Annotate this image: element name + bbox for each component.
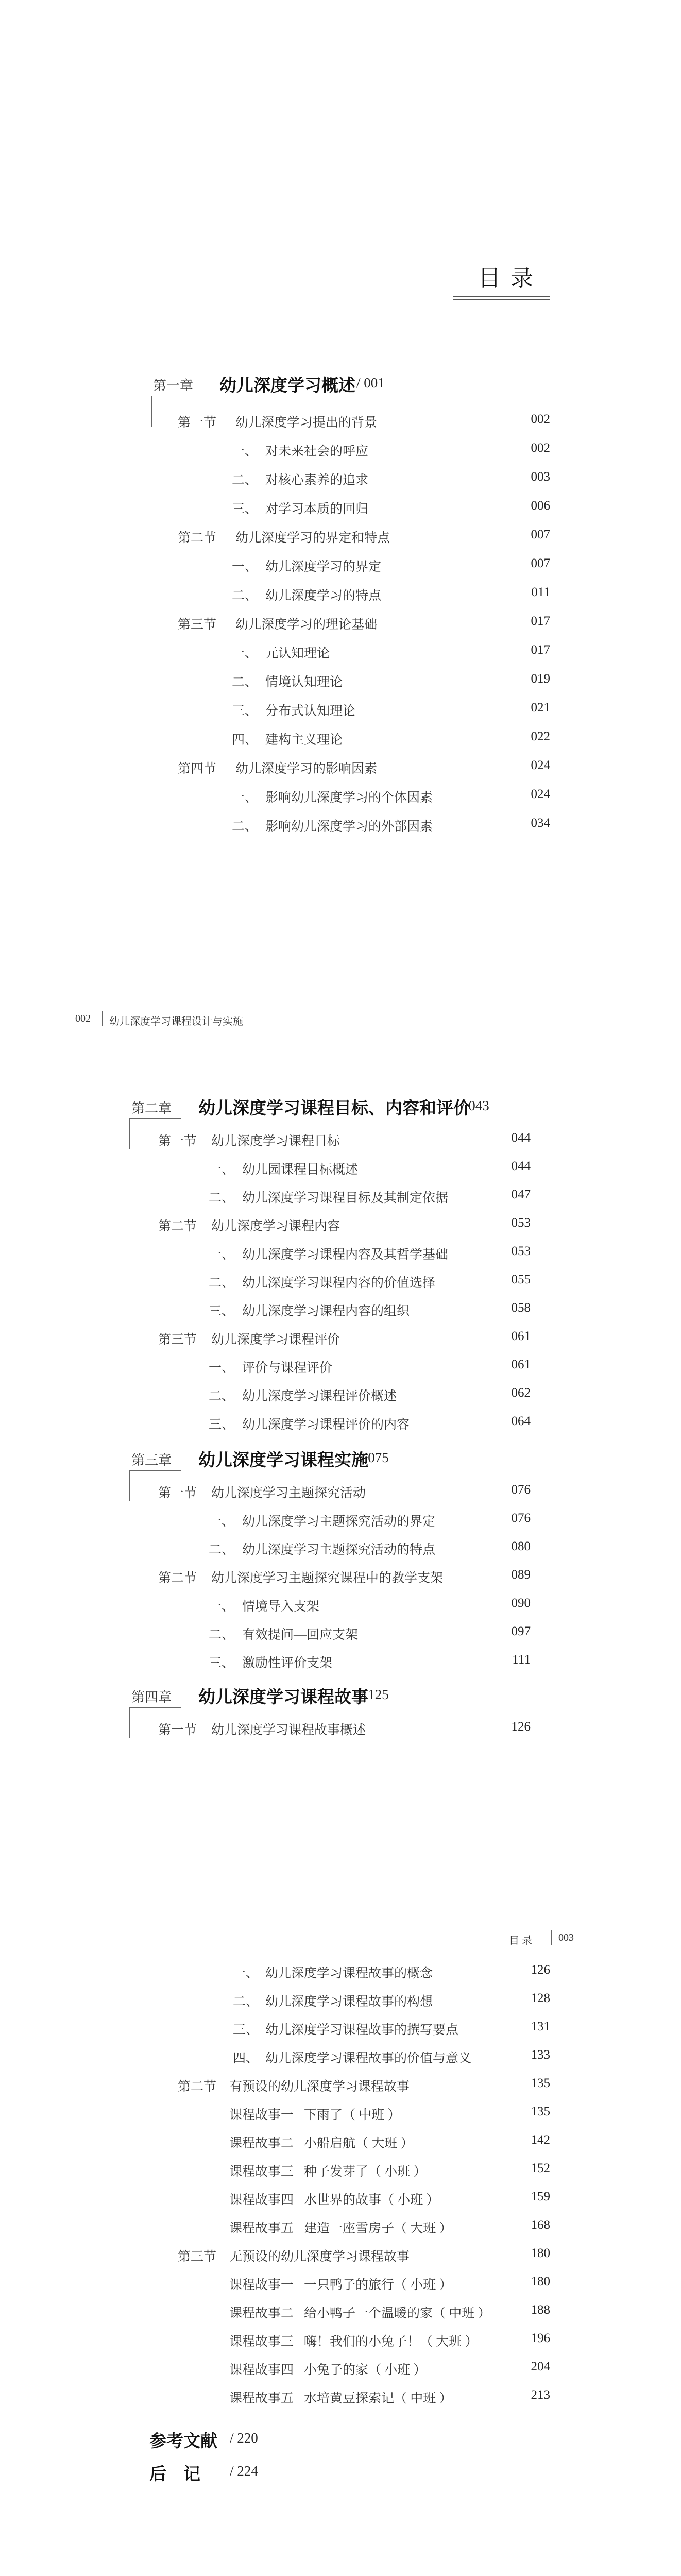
story-title: 下雨了（ 中班 ） xyxy=(304,2108,401,2122)
page-number: 076 xyxy=(511,1483,531,1497)
story-label: 课程故事二 xyxy=(229,2137,294,2150)
story-label: 课程故事四 xyxy=(229,2193,294,2207)
story-title: 嗨！我们的小兔子！（ 大班 ） xyxy=(304,2335,478,2349)
subsection-title: 对核心素养的追求 xyxy=(265,473,369,487)
running-book-title: 幼儿深度学习课程设计与实施 xyxy=(109,1016,243,1027)
page-number: 011 xyxy=(531,585,550,599)
page-number: 080 xyxy=(511,1539,531,1553)
subsection-label: 一、 xyxy=(209,1163,235,1177)
subsection-title: 幼儿深度学习课程故事的构想 xyxy=(265,1995,433,2009)
section-label: 第二节 xyxy=(158,1571,197,1585)
story-label: 课程故事五 xyxy=(229,2222,294,2235)
section-label: 第二节 xyxy=(178,531,217,545)
running-section-title: 目 录 xyxy=(509,1935,532,1946)
subsection-label: 三、 xyxy=(232,704,258,718)
chapter-vbar xyxy=(151,396,152,427)
page-number: 090 xyxy=(511,1596,531,1610)
section-label: 第一节 xyxy=(178,416,217,430)
references-page: / 220 xyxy=(230,2430,258,2446)
subsection-title: 幼儿深度学习课程故事的撰写要点 xyxy=(265,2023,459,2037)
subsection-label: 一、 xyxy=(232,647,258,660)
running-header-divider xyxy=(551,1930,552,1945)
subsection-title: 有效提问—回应支架 xyxy=(242,1628,359,1642)
subsection-label: 四、 xyxy=(232,733,258,747)
chapter-label: 第一章 xyxy=(153,378,194,393)
page-number: 047 xyxy=(511,1188,531,1201)
subsection-label: 二、 xyxy=(209,1628,235,1642)
page-number: 024 xyxy=(531,787,550,801)
subsection-label: 三、 xyxy=(233,2023,259,2037)
story-label: 课程故事一 xyxy=(229,2108,294,2122)
section-title: 幼儿深度学习主题探究课程中的教学支架 xyxy=(211,1571,444,1585)
subsection-label: 二、 xyxy=(209,1276,235,1290)
page-number: 002 xyxy=(531,441,550,455)
section-label: 第三节 xyxy=(158,1333,197,1347)
page-number: 002 xyxy=(531,412,550,426)
chapter-title: 幼儿深度学习课程实施 xyxy=(198,1451,368,1470)
section-label: 第三节 xyxy=(178,618,217,632)
subsection-title: 评价与课程评价 xyxy=(242,1361,333,1375)
page-number: 007 xyxy=(531,556,550,570)
section-title: 幼儿深度学习提出的背景 xyxy=(235,416,378,430)
section-title: 幼儿深度学习的界定和特点 xyxy=(235,531,390,545)
story-title: 小兔子的家（ 小班 ） xyxy=(304,2363,427,2377)
page-number: 017 xyxy=(531,643,550,657)
subsection-title: 幼儿深度学习课程内容及其哲学基础 xyxy=(242,1248,449,1262)
subsection-title: 分布式认知理论 xyxy=(265,704,356,718)
story-title: 一只鸭子的旅行（ 小班 ） xyxy=(304,2278,452,2292)
chapter-label: 第四章 xyxy=(131,1690,172,1705)
subsection-title: 幼儿深度学习主题探究活动的特点 xyxy=(242,1543,436,1557)
subsection-title: 幼儿园课程目标概述 xyxy=(242,1163,359,1177)
page-number: 034 xyxy=(531,816,550,830)
subsection-label: 一、 xyxy=(209,1248,235,1262)
running-page-number: 003 xyxy=(558,1932,574,1943)
story-title: 水培黄豆探索记（ 中班 ） xyxy=(304,2392,452,2405)
subsection-title: 幼儿深度学习课程故事的价值与意义 xyxy=(265,2052,472,2065)
story-title: 水世界的故事（ 小班 ） xyxy=(304,2193,439,2207)
page-number: 055 xyxy=(511,1273,531,1286)
story-title: 给小鸭子一个温暖的家（ 中班 ） xyxy=(304,2307,491,2320)
page-number: 076 xyxy=(511,1511,531,1525)
page-number: 024 xyxy=(531,758,550,772)
section-label: 第三节 xyxy=(178,2250,217,2264)
subsection-title: 幼儿深度学习的特点 xyxy=(265,589,382,603)
subsection-title: 激励性评价支架 xyxy=(242,1656,333,1670)
story-title: 种子发芽了（ 小班 ） xyxy=(304,2165,427,2179)
subsection-title: 幼儿深度学习课程评价概述 xyxy=(242,1389,397,1403)
page-number: 133 xyxy=(531,2048,550,2062)
subsection-label: 三、 xyxy=(232,502,258,516)
story-label: 课程故事一 xyxy=(229,2278,294,2292)
chapter-vbar xyxy=(129,1707,130,1738)
section-title: 幼儿深度学习主题探究活动 xyxy=(211,1486,366,1500)
page-number: 111 xyxy=(512,1653,531,1667)
subsection-title: 情境认知理论 xyxy=(265,675,343,689)
section-label: 第一节 xyxy=(158,1134,197,1148)
references-label: 参考文献 xyxy=(149,2432,217,2451)
subsection-title: 元认知理论 xyxy=(265,647,330,660)
section-title: 幼儿深度学习课程目标 xyxy=(211,1134,340,1148)
section-title: 幼儿深度学习的理论基础 xyxy=(235,618,378,632)
page-number: 188 xyxy=(531,2303,550,2317)
page-number: 017 xyxy=(531,614,550,628)
page-number: 044 xyxy=(511,1159,531,1173)
subsection-title: 幼儿深度学习课程目标及其制定依据 xyxy=(242,1191,449,1205)
section-label: 第一节 xyxy=(158,1723,197,1737)
page-number: 089 xyxy=(511,1568,531,1582)
page-number: 168 xyxy=(531,2218,550,2232)
chapter-page: / 001 xyxy=(356,375,385,391)
subsection-label: 四、 xyxy=(233,2052,259,2065)
subsection-label: 二、 xyxy=(233,1995,259,2009)
page-number: 097 xyxy=(511,1624,531,1638)
page-number: 006 xyxy=(531,499,550,513)
page-number: 021 xyxy=(531,701,550,715)
subsection-label: 二、 xyxy=(209,1543,235,1557)
page-number: 062 xyxy=(511,1386,531,1400)
page-number: 135 xyxy=(531,2105,550,2119)
subsection-title: 幼儿深度学习课程故事的概念 xyxy=(265,1967,433,1980)
page-number: 196 xyxy=(531,2331,550,2345)
subsection-label: 二、 xyxy=(232,589,258,603)
running-page-number: 002 xyxy=(75,1013,91,1024)
story-title: 小船启航（ 大班 ） xyxy=(304,2137,414,2150)
section-label: 第二节 xyxy=(158,1219,197,1233)
page-number: 180 xyxy=(531,2246,550,2260)
section-label: 第一节 xyxy=(158,1486,197,1500)
section-label: 第二节 xyxy=(178,2080,217,2094)
page-number: 204 xyxy=(531,2360,550,2374)
story-label: 课程故事五 xyxy=(229,2392,294,2405)
subsection-label: 二、 xyxy=(232,473,258,487)
story-label: 课程故事四 xyxy=(229,2363,294,2377)
chapter-page: / 075 xyxy=(361,1450,389,1465)
title-rule-bottom xyxy=(453,299,550,300)
chapter-vbar xyxy=(129,1118,130,1149)
chapter-rule xyxy=(129,1118,181,1119)
page-number: 142 xyxy=(531,2133,550,2147)
page-number: 135 xyxy=(531,2076,550,2090)
story-title: 建造一座雪房子（ 大班 ） xyxy=(304,2222,452,2235)
page-number: 007 xyxy=(531,528,550,541)
page-number: 180 xyxy=(531,2275,550,2289)
section-title: 有预设的幼儿深度学习课程故事 xyxy=(229,2080,410,2094)
page-number: 152 xyxy=(531,2161,550,2175)
afterword-page: / 224 xyxy=(230,2463,258,2479)
subsection-label: 三、 xyxy=(209,1656,235,1670)
chapter-title: 幼儿深度学习课程故事 xyxy=(198,1688,368,1707)
subsection-title: 影响幼儿深度学习的个体因素 xyxy=(265,791,433,805)
section-label: 第四节 xyxy=(178,762,217,776)
chapter-page: / 043 xyxy=(461,1098,489,1113)
title-rule-top xyxy=(453,296,550,297)
toc-page-1 xyxy=(0,0,681,953)
page-number: 159 xyxy=(531,2190,550,2204)
toc-page-2 xyxy=(0,953,681,1906)
chapter-rule xyxy=(129,1470,181,1471)
page-number: 019 xyxy=(531,672,550,686)
page-number: 061 xyxy=(511,1329,531,1343)
section-title: 幼儿深度学习课程内容 xyxy=(211,1219,340,1233)
subsection-label: 一、 xyxy=(232,445,258,459)
section-title: 幼儿深度学习的影响因素 xyxy=(235,762,378,776)
subsection-title: 影响幼儿深度学习的外部因素 xyxy=(265,820,433,834)
story-label: 课程故事三 xyxy=(229,2165,294,2179)
subsection-title: 幼儿深度学习课程评价的内容 xyxy=(242,1418,410,1432)
subsection-label: 二、 xyxy=(232,675,258,689)
page-number: 044 xyxy=(511,1131,531,1145)
chapter-title: 幼儿深度学习课程目标、内容和评价 xyxy=(198,1099,470,1118)
subsection-title: 情境导入支架 xyxy=(242,1600,320,1614)
subsection-title: 幼儿深度学习课程内容的组织 xyxy=(242,1304,410,1318)
chapter-label: 第三章 xyxy=(131,1453,172,1468)
subsection-title: 幼儿深度学习课程内容的价值选择 xyxy=(242,1276,436,1290)
subsection-label: 一、 xyxy=(233,1967,259,1980)
page-number: 003 xyxy=(531,470,550,484)
subsection-label: 一、 xyxy=(232,560,258,574)
subsection-title: 对未来社会的呼应 xyxy=(265,445,369,459)
subsection-label: 二、 xyxy=(232,820,258,834)
running-header-divider xyxy=(102,1011,103,1026)
page-number: 064 xyxy=(511,1414,531,1428)
subsection-label: 二、 xyxy=(209,1389,235,1403)
page-number: 126 xyxy=(531,1963,550,1977)
toc-page-3 xyxy=(0,1906,681,2576)
toc-title: 目 录 xyxy=(478,266,535,291)
chapter-page: / 125 xyxy=(361,1687,389,1702)
subsection-title: 对学习本质的回归 xyxy=(265,502,369,516)
page-number: 131 xyxy=(531,2020,550,2033)
subsection-label: 一、 xyxy=(209,1361,235,1375)
page-number: 058 xyxy=(511,1301,531,1315)
page-number: 053 xyxy=(511,1216,531,1230)
story-label: 课程故事三 xyxy=(229,2335,294,2349)
chapter-rule xyxy=(129,1707,181,1708)
chapter-title: 幼儿深度学习概述 xyxy=(219,377,355,395)
page-number: 126 xyxy=(511,1720,531,1734)
page-number: 128 xyxy=(531,1991,550,2005)
subsection-title: 幼儿深度学习的界定 xyxy=(265,560,382,574)
subsection-label: 一、 xyxy=(232,791,258,805)
page-number: 061 xyxy=(511,1358,531,1371)
subsection-label: 一、 xyxy=(209,1600,235,1614)
subsection-title: 建构主义理论 xyxy=(265,733,343,747)
page-number: 053 xyxy=(511,1244,531,1258)
subsection-label: 三、 xyxy=(209,1418,235,1432)
chapter-vbar xyxy=(129,1470,130,1501)
afterword-label: 后 记 xyxy=(149,2465,200,2484)
subsection-title: 幼儿深度学习主题探究活动的界定 xyxy=(242,1515,436,1529)
section-title: 幼儿深度学习课程故事概述 xyxy=(211,1723,366,1737)
section-title: 无预设的幼儿深度学习课程故事 xyxy=(229,2250,410,2264)
page-number: 022 xyxy=(531,730,550,743)
story-label: 课程故事二 xyxy=(229,2307,294,2320)
chapter-label: 第二章 xyxy=(131,1101,172,1116)
subsection-label: 三、 xyxy=(209,1304,235,1318)
subsection-label: 一、 xyxy=(209,1515,235,1529)
section-title: 幼儿深度学习课程评价 xyxy=(211,1333,340,1347)
subsection-label: 二、 xyxy=(209,1191,235,1205)
page-number: 213 xyxy=(531,2388,550,2402)
